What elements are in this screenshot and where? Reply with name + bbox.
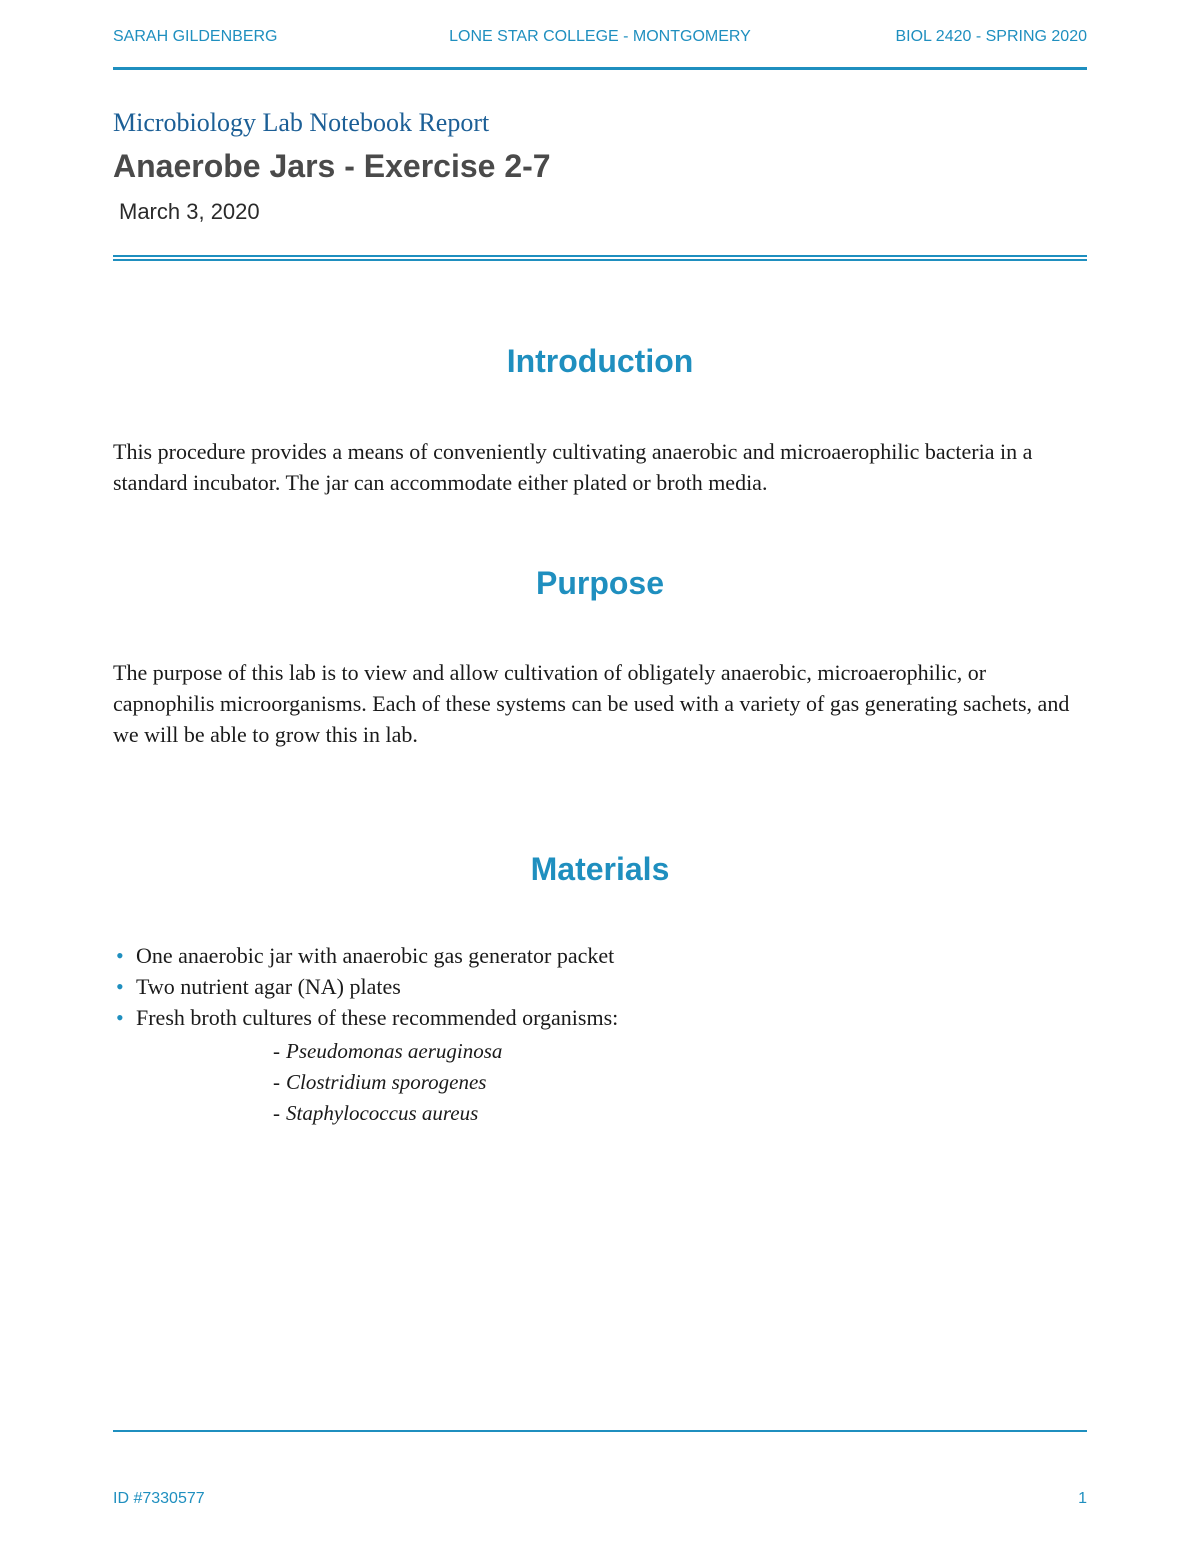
organism-list bbox=[113, 1036, 502, 1129]
dash-marker: - bbox=[273, 1039, 280, 1063]
organism-name: Clostridium sporogenes bbox=[286, 1070, 487, 1094]
bullet-icon: • bbox=[116, 943, 124, 968]
purpose-text: The purpose of this lab is to view and allow cultivation of obligately anaerobic, microaerophilic, or capnophilis microorganisms. Each of these systems can be used with a variety of gas generating sachets, and we will be able to grow this in lab. bbox=[113, 660, 1070, 747]
header-rule bbox=[113, 67, 1087, 70]
organism-name: Staphylococcus aureus bbox=[286, 1101, 479, 1125]
material-item: Fresh broth cultures of these recommended organisms: bbox=[136, 1005, 619, 1030]
material-item: One anaerobic jar with anaerobic gas generator packet bbox=[136, 943, 615, 968]
bullet-icon: • bbox=[116, 1005, 124, 1030]
organism-item bbox=[273, 1098, 502, 1129]
header-institution: LONE STAR COLLEGE - MONTGOMERY bbox=[449, 28, 751, 45]
title-rule-bottom bbox=[113, 259, 1087, 261]
introduction-text: This procedure provides a means of conveniently cultivating anaerobic and microaerophilic bacteria in a standard incubator. The jar can accommodate either plated or broth media. bbox=[113, 439, 1033, 495]
organism-item bbox=[273, 1036, 502, 1067]
bullet-icon: • bbox=[116, 974, 124, 999]
organism-name: Pseudomonas aeruginosa bbox=[286, 1039, 503, 1063]
materials-list bbox=[113, 940, 618, 1033]
header-course: BIOL 2420 - SPRING 2020 bbox=[895, 28, 1087, 45]
material-item: Two nutrient agar (NA) plates bbox=[136, 974, 401, 999]
dash-marker: - bbox=[273, 1070, 280, 1094]
footer-rule bbox=[113, 1430, 1087, 1432]
report-title: Anaerobe Jars - Exercise 2-7 bbox=[113, 148, 551, 184]
dash-marker: - bbox=[273, 1101, 280, 1125]
list-item bbox=[113, 1002, 618, 1033]
organism-item bbox=[273, 1067, 502, 1098]
page-number: 1 bbox=[1078, 1490, 1087, 1507]
report-supertitle: Microbiology Lab Notebook Report bbox=[113, 108, 490, 137]
purpose-heading: Purpose bbox=[535, 565, 665, 601]
materials-heading: Materials bbox=[530, 851, 670, 887]
header-author: SARAH GILDENBERG bbox=[113, 28, 278, 45]
running-header bbox=[113, 28, 1087, 50]
list-item bbox=[113, 971, 618, 1002]
document-id: ID #7330577 bbox=[113, 1490, 205, 1507]
title-rule-top bbox=[113, 255, 1087, 257]
report-date: March 3, 2020 bbox=[119, 199, 260, 224]
introduction-heading: Introduction bbox=[506, 343, 694, 379]
list-item bbox=[113, 940, 618, 971]
